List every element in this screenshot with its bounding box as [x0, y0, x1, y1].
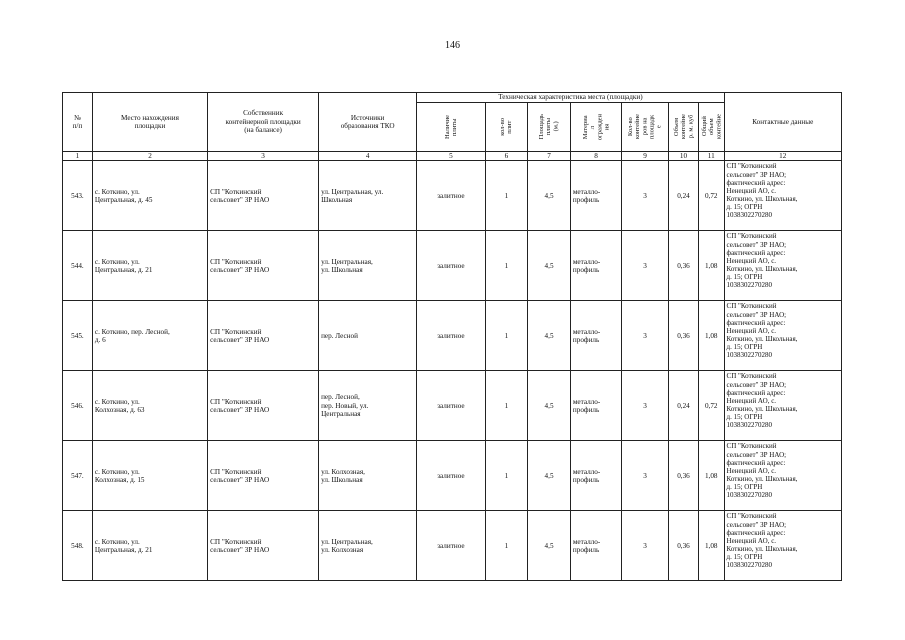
row-contact: СП "Коткинский сельсовет" ЗР НАО; фактический адрес: Ненецкий АО, с. Коткино, ул. Школьная, д. 15; ОГРН 1038302270280	[724, 511, 841, 581]
header-tech-group: Техническая характеристика места (площадки)	[417, 93, 724, 103]
row-source: ул. Центральная, ул. Колхозная	[319, 511, 417, 581]
header-contacts: Контактные данные	[724, 93, 841, 152]
header-owner: Собственник контейнерной площадки (на балансе)	[208, 93, 319, 152]
column-number: 2	[92, 152, 207, 161]
row-owner: СП "Коткинский сельсовет" ЗР НАО	[208, 301, 319, 371]
row-area: 4,5	[528, 231, 571, 301]
row-total: 0,72	[698, 371, 724, 441]
row-contact: СП "Коткинский сельсовет" ЗР НАО; фактический адрес: Ненецкий АО, с. Коткино, ул. Школьная, д. 15; ОГРН 1038302270280	[724, 231, 841, 301]
row-total: 0,72	[698, 161, 724, 231]
column-number: 5	[417, 152, 485, 161]
row-number: 544.	[63, 231, 93, 301]
row-number: 548.	[63, 511, 93, 581]
row-total: 1,08	[698, 511, 724, 581]
column-number-row	[63, 152, 842, 161]
row-fence: металло- профиль	[570, 161, 621, 231]
header-fence: Материа л огражден ия	[581, 113, 611, 141]
row-place: с. Коткино, ул. Центральная, д. 21	[92, 231, 207, 301]
row-surface: залитное	[417, 161, 485, 231]
column-number: 10	[669, 152, 699, 161]
column-number: 6	[485, 152, 528, 161]
row-surface: залитное	[417, 511, 485, 581]
row-containers: 3	[622, 441, 669, 511]
row-number: 546.	[63, 371, 93, 441]
row-total: 1,08	[698, 441, 724, 511]
row-volume: 0,36	[669, 441, 699, 511]
row-volume: 0,24	[669, 371, 699, 441]
table-row	[63, 371, 842, 441]
row-plates: 1	[485, 371, 528, 441]
row-surface: залитное	[417, 301, 485, 371]
column-number: 12	[724, 152, 841, 161]
row-volume: 0,36	[669, 301, 699, 371]
row-owner: СП "Коткинский сельсовет" ЗР НАО	[208, 511, 319, 581]
column-number: 9	[622, 152, 669, 161]
row-total: 1,08	[698, 231, 724, 301]
row-place: с. Коткино, пер. Лесной, д. 6	[92, 301, 207, 371]
row-containers: 3	[622, 231, 669, 301]
row-number: 545.	[63, 301, 93, 371]
row-plates: 1	[485, 161, 528, 231]
header-source: Источники образования ТКО	[319, 93, 417, 152]
row-source: пер. Лесной	[319, 301, 417, 371]
column-number: 11	[698, 152, 724, 161]
row-plates: 1	[485, 441, 528, 511]
row-contact: СП "Коткинский сельсовет" ЗР НАО; фактический адрес: Ненецкий АО, с. Коткино, ул. Школьная, д. 15; ОГРН 1038302270280	[724, 441, 841, 511]
row-total: 1,08	[698, 301, 724, 371]
row-source: ул. Центральная, ул. Школьная	[319, 161, 417, 231]
row-owner: СП "Коткинский сельсовет" ЗР НАО	[208, 231, 319, 301]
header-surface: Наличие плиты	[443, 115, 458, 139]
table-row	[63, 511, 842, 581]
row-area: 4,5	[528, 371, 571, 441]
row-volume: 0,36	[669, 231, 699, 301]
row-containers: 3	[622, 301, 669, 371]
header-total: Общий объем контейне	[700, 114, 722, 140]
row-fence: металло- профиль	[570, 511, 621, 581]
column-number: 7	[528, 152, 571, 161]
row-source: ул. Центральная, ул. Школьная	[319, 231, 417, 301]
table-row	[63, 441, 842, 511]
header-area: Площадь плиты (м.)	[538, 114, 560, 140]
row-fence: металло- профиль	[570, 371, 621, 441]
row-place: с. Коткино, ул. Колхозная, д. 15	[92, 441, 207, 511]
row-fence: металло- профиль	[570, 301, 621, 371]
row-area: 4,5	[528, 161, 571, 231]
table-row	[63, 231, 842, 301]
column-number: 8	[570, 152, 621, 161]
row-place: с. Коткино, ул. Колхозная, д. 63	[92, 371, 207, 441]
row-contact: СП "Коткинский сельсовет" ЗР НАО; фактический адрес: Ненецкий АО, с. Коткино, ул. Школьная, д. 15; ОГРН 1038302270280	[724, 161, 841, 231]
row-owner: СП "Коткинский сельсовет" ЗР НАО	[208, 161, 319, 231]
row-volume: 0,36	[669, 511, 699, 581]
row-plates: 1	[485, 301, 528, 371]
column-number: 4	[319, 152, 417, 161]
row-contact: СП "Коткинский сельсовет" ЗР НАО; фактический адрес: Ненецкий АО, с. Коткино, ул. Школьная, д. 15; ОГРН 1038302270280	[724, 301, 841, 371]
table-row	[63, 301, 842, 371]
container-sites-table	[62, 92, 842, 581]
row-place: с. Коткино, ул. Центральная, д. 21	[92, 511, 207, 581]
row-plates: 1	[485, 511, 528, 581]
header-place: Место нахождения площадки	[92, 93, 207, 152]
row-area: 4,5	[528, 511, 571, 581]
row-containers: 3	[622, 161, 669, 231]
row-area: 4,5	[528, 441, 571, 511]
row-plates: 1	[485, 231, 528, 301]
row-fence: металло- профиль	[570, 231, 621, 301]
row-surface: залитное	[417, 371, 485, 441]
column-number: 1	[63, 152, 93, 161]
page-number: 146	[445, 40, 460, 51]
row-owner: СП "Коткинский сельсовет" ЗР НАО	[208, 371, 319, 441]
row-surface: залитное	[417, 441, 485, 511]
header-volume: Объем контейне р. м. куб	[672, 114, 695, 140]
row-owner: СП "Коткинский сельсовет" ЗР НАО	[208, 441, 319, 511]
row-contact: СП "Коткинский сельсовет" ЗР НАО; фактический адрес: Ненецкий АО, с. Коткино, ул. Школьная, д. 15; ОГРН 1038302270280	[724, 371, 841, 441]
column-number: 3	[208, 152, 319, 161]
row-containers: 3	[622, 371, 669, 441]
header-number: № п/п	[63, 93, 93, 152]
row-containers: 3	[622, 511, 669, 581]
header-plates: кол-во плит	[499, 118, 514, 136]
row-number: 547.	[63, 441, 93, 511]
header-row-top	[63, 93, 842, 103]
row-source: пер. Лесной, пер. Новый, ул. Центральная	[319, 371, 417, 441]
row-number: 543.	[63, 161, 93, 231]
row-place: с. Коткино, ул. Центральная, д. 45	[92, 161, 207, 231]
row-surface: залитное	[417, 231, 485, 301]
table-row	[63, 161, 842, 231]
row-fence: металло- профиль	[570, 441, 621, 511]
row-area: 4,5	[528, 301, 571, 371]
row-volume: 0,24	[669, 161, 699, 231]
header-containers: Кол-во контейне ров на площадк е	[627, 114, 663, 140]
row-source: ул. Колхозная, ул. Школьная	[319, 441, 417, 511]
